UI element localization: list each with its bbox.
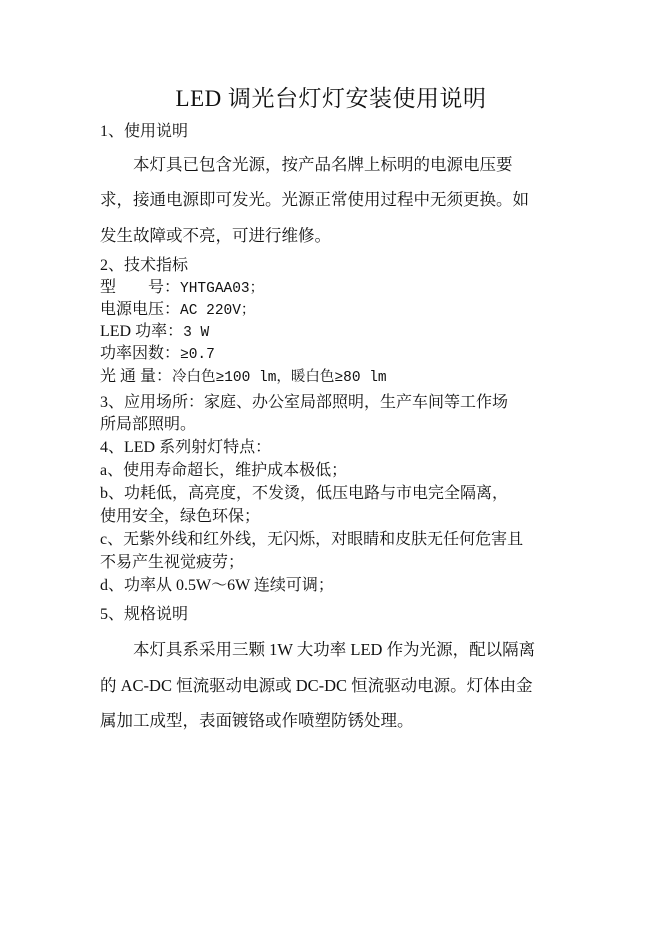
section5-heading: 5、规格说明 <box>100 606 189 623</box>
spec-label: 光 通 量： <box>100 368 173 385</box>
section1-heading: 1、使用说明 <box>100 123 189 140</box>
feature-a: a、使用寿命超长，维护成本极低； <box>100 462 348 479</box>
section1-line-3: 发生故障或不亮，可进行维修。 <box>100 226 331 245</box>
section1-line-2: 求，接通电源即可发光。光源正常使用过程中无须更换。如 <box>100 190 529 209</box>
spec-label: 型 号： <box>100 279 181 296</box>
spec-value: 冷白色≥100 lm，暖白色≥80 lm <box>172 370 387 386</box>
feature-c-cont: 不易产生视觉疲劳； <box>100 554 245 571</box>
section4-heading: 4、LED 系列射灯特点： <box>100 439 272 456</box>
spec-label: LED 功率： <box>100 323 184 340</box>
feature-d: d、功率从 0.5W～6W 连续可调； <box>100 577 334 594</box>
spec-power <box>100 321 570 344</box>
spec-value: AC 220V； <box>180 303 256 319</box>
section5-line-2: 的 AC-DC 恒流驱动电源或 DC-DC 恒流驱动电源。灯体由金 <box>100 676 533 695</box>
spec-label: 功率因数： <box>100 345 181 362</box>
document-title: LED 调光台灯灯安装使用说明 <box>175 86 487 111</box>
section5-line-3: 属加工成型，表面镀铬或作喷塑防锈处理。 <box>100 711 414 730</box>
spec-power-factor <box>100 343 570 366</box>
feature-b-cont: 使用安全，绿色环保； <box>100 508 261 525</box>
feature-b: b、功耗低，高亮度，不发烫，低压电路与市电完全隔离， <box>100 485 509 502</box>
spec-value: ≥0.7 <box>180 347 215 363</box>
section5-line-1: 本灯具系采用三颗 1W 大功率 LED 作为光源，配以隔离 <box>133 640 536 659</box>
feature-c: c、无紫外线和红外线，无闪烁，对眼睛和皮肤无任何危害且 <box>100 531 524 548</box>
spec-luminous-flux <box>100 366 570 389</box>
spec-label: 电源电压： <box>100 301 181 318</box>
section2-heading: 2、技术指标 <box>100 257 189 274</box>
spec-value: YHTGAA03； <box>180 281 265 297</box>
spec-value: 3 W <box>183 325 210 341</box>
spec-model <box>100 277 570 300</box>
section3-line-1: 3、应用场所：家庭、办公室局部照明，生产车间等工作场 <box>100 394 509 411</box>
section3-line-2: 所局部照明。 <box>100 416 197 433</box>
section1-line-1: 本灯具已包含光源，按产品名牌上标明的电源电压要 <box>133 155 513 174</box>
spec-voltage <box>100 299 570 322</box>
